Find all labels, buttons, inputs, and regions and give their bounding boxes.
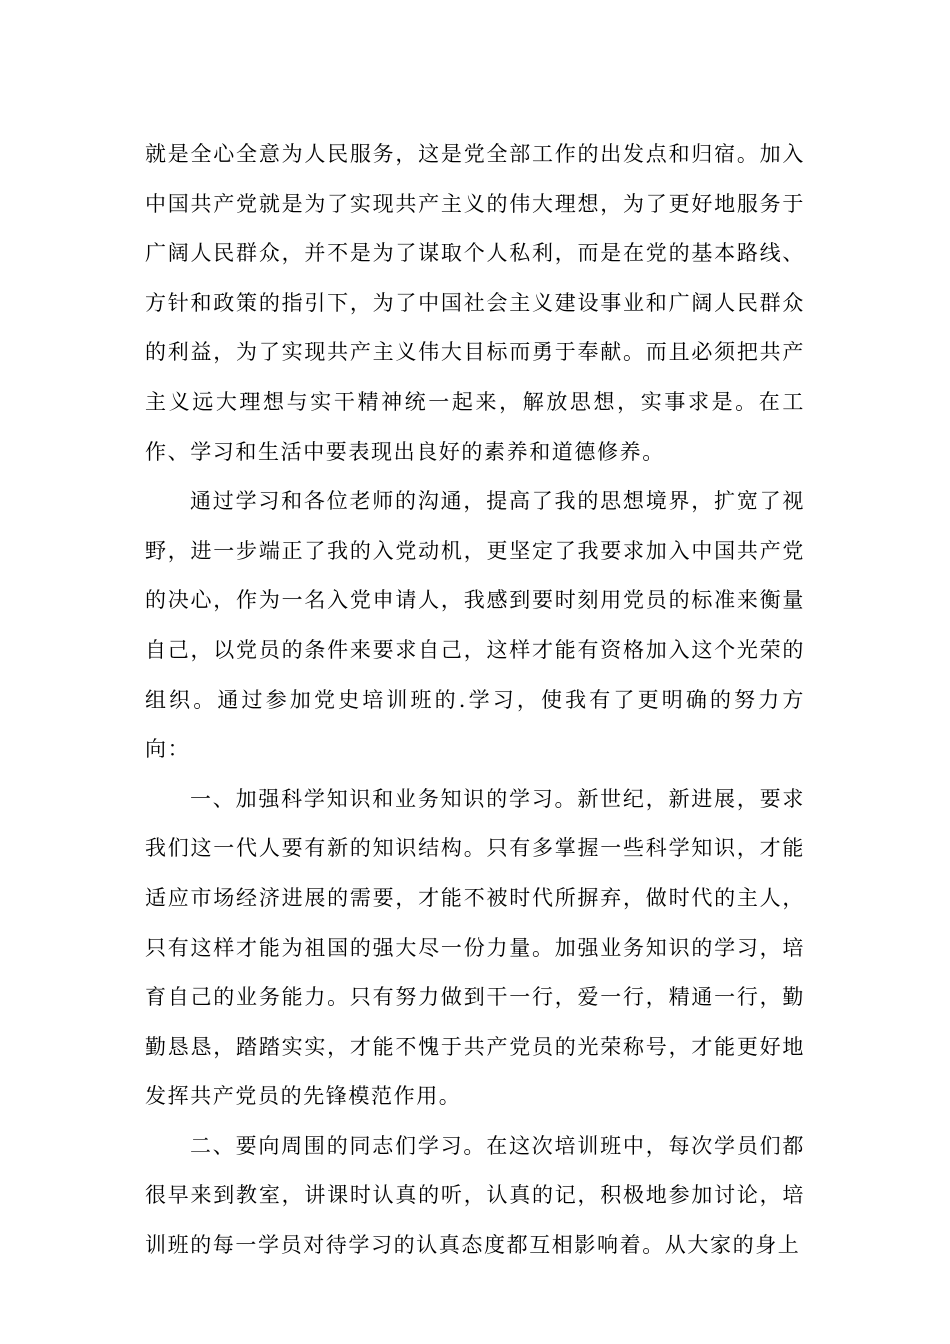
paragraph-3: 一、加强科学知识和业务知识的学习。新世纪，新进展，要求我们这一代人要有新的知识结构。只有多掌握一些科学知识，才能适应市场经济进展的需要，才能不被时代所摒弃，做时代的主人，只有这样才能为祖国的强大尽一份力量。加强业务知识的学习，培育自己的业务能力。只有努力做到干一行，爱一行，精通一行，勤勤恳恳，踏踏实实，才能不愧于共产党员的光荣称号，才能更好地发挥共产党员的先锋模范作用。: [145, 786, 805, 1109]
paragraph-4: 二、要向周围的同志们学习。在这次培训班中，每次学员们都很早来到教室，讲课时认真的听，认真的记，积极地参加讨论，培训班的每一学员对待学习的认真态度都互相影响着。从大家的身上: [145, 1133, 805, 1258]
document-body: [145, 130, 805, 1271]
paragraph-2: 通过学习和各位老师的沟通，提高了我的思想境界，扩宽了视野，进一步端正了我的入党动机，更坚定了我要求加入中国共产党的决心，作为一名入党申请人，我感到要时刻用党员的标准来衡量自己，以党员的条件来要求自己，这样才能有资格加入这个光荣的组织。通过参加党史培训班的.学习，使我有了更明确的努力方向：: [145, 489, 805, 762]
paragraph-1: 就是全心全意为人民服务，这是党全部工作的出发点和归宿。加入中国共产党就是为了实现共产主义的伟大理想，为了更好地服务于广阔人民群众，并不是为了谋取个人私利，而是在党的基本路线、方针和政策的指引下，为了中国社会主义建设事业和广阔人民群众的利益，为了实现共产主义伟大目标而勇于奉献。而且必须把共产主义远大理想与实干精神统一起来，解放思想，实事求是。在工作、学习和生活中要表现出良好的素养和道德修养。: [145, 142, 805, 464]
